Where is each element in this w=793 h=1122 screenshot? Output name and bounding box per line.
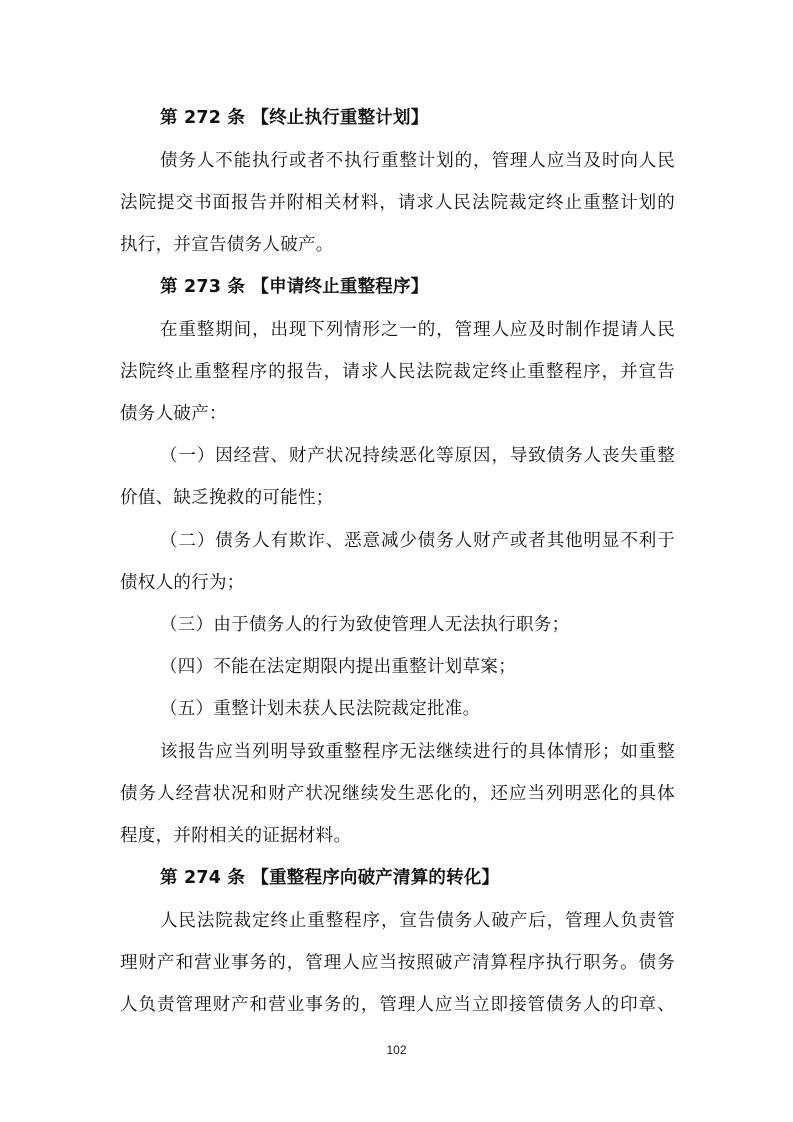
page-number: 102 — [386, 1043, 407, 1057]
article-273-para-2-line-3: 程度，并附相关的证据材料。 — [120, 826, 352, 846]
article-273-para-2-line-2: 债务人经营状况和财产状况继续发生恶化的，还应当列明恶化的具体 — [120, 784, 675, 804]
article-273-item-1-line-1: （一）因经营、财产状况持续恶化等原因，导致债务人丧失重整 — [160, 446, 675, 466]
article-274-heading: 第 274 条 【重整程序向破产清算的转化】 — [160, 868, 500, 888]
article-273-para-1-line-3: 债务人破产： — [120, 404, 227, 424]
article-274-para-1-line-2: 理财产和营业事务的，管理人应当按照破产清算程序执行职务。债务 — [120, 953, 675, 973]
article-273-item-5: （五）重整计划未获人民法院裁定批准。 — [160, 699, 481, 719]
article-273-para-1-line-1: 在重整期间，出现下列情形之一的，管理人应及时制作提请人民 — [160, 320, 675, 340]
article-272-para-1-line-3: 执行，并宣告债务人破产。 — [120, 235, 334, 255]
article-273-para-2-line-1: 该报告应当列明导致重整程序无法继续进行的具体情形；如重整 — [160, 742, 675, 762]
article-273-para-1-line-2: 法院终止重整程序的报告，请求人民法院裁定终止重整程序，并宣告 — [120, 362, 675, 382]
article-273-item-2-line-1: （二）债务人有欺诈、恶意减少债务人财产或者其他明显不利于 — [160, 531, 675, 551]
article-274-para-1-line-1: 人民法院裁定终止重整程序，宣告债务人破产后，管理人负责管 — [160, 911, 675, 931]
article-274-para-1-line-3: 人负责管理财产和营业事务的，管理人应当立即接管债务人的印章、 — [120, 995, 675, 1015]
article-273-item-3: （三）由于债务人的行为致使管理人无法执行职务； — [160, 615, 570, 635]
article-273-heading: 第 273 条 【申请终止重整程序】 — [160, 277, 429, 297]
article-272-para-1-line-2: 法院提交书面报告并附相关材料，请求人民法院裁定终止重整计划的 — [120, 193, 675, 213]
article-273-item-1-line-2: 价值、缺乏挽救的可能性； — [120, 488, 334, 508]
article-272-heading: 第 272 条 【终止执行重整计划】 — [160, 108, 429, 128]
article-273-item-4: （四）不能在法定期限内提出重整计划草案； — [160, 657, 516, 677]
article-273-item-2-line-2: 债权人的行为； — [120, 573, 245, 593]
article-272-para-1-line-1: 债务人不能执行或者不执行重整计划的，管理人应当及时向人民 — [160, 151, 675, 171]
